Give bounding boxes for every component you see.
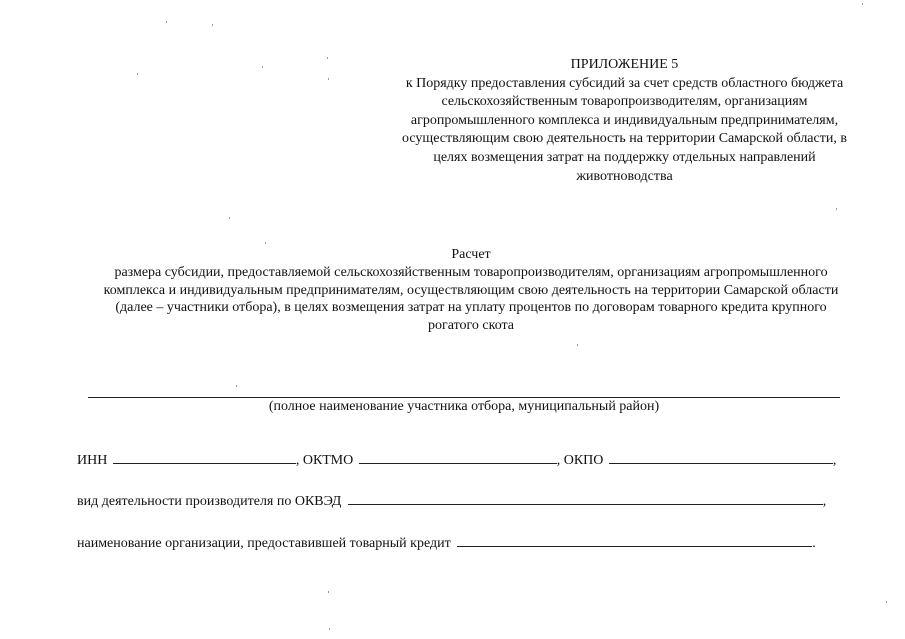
lender-field[interactable]	[457, 533, 812, 547]
okved-field[interactable]	[348, 491, 823, 505]
scan-speck	[862, 3, 863, 5]
scan-speck	[262, 66, 263, 68]
calculation-title: Расчет	[451, 247, 491, 262]
lender-label: наименование организации, предоставившей товарный кредит	[77, 536, 451, 551]
comma-mark: ,	[832, 453, 837, 468]
appendix-title: ПРИЛОЖЕНИЕ 5	[570, 57, 679, 72]
calculation-text: размера субсидии, предоставляемой сельскохозяйственным товаропроизводителям, организациям агропромышленного комплекса и индивидуальным предпринимателям, осуществляющим свою деятельность на территории Самарской области (далее – участники отбора), в целях возмещения затрат на уплату процентов по договорам товарного кредита крупного рогатого скота	[103, 264, 839, 334]
scan-speck	[328, 591, 329, 593]
appendix-text: к Порядку предоставления субсидий за счет средств областного бюджета сельскохозяйственным товаропроизводителям, организациям агропромышленного комплекса и индивидуальным предпринимателям, осуществляющим свою деятельность на территории Самарской области, в целях возмещения затрат на поддержку отдельных направлений животноводства	[402, 75, 847, 184]
scan-speck	[229, 217, 230, 219]
okpo-field[interactable]	[609, 450, 833, 464]
scan-speck	[836, 208, 837, 210]
appendix-header	[402, 56, 847, 186]
period-mark: .	[812, 536, 816, 551]
scan-speck	[137, 73, 138, 75]
scan-speck	[329, 628, 330, 630]
scan-speck	[166, 21, 167, 23]
calculation-heading	[95, 246, 847, 335]
participant-caption: (полное наименование участника отбора, муниципальный район)	[268, 399, 660, 414]
scan-speck	[886, 601, 887, 603]
inn-field[interactable]	[113, 450, 296, 464]
scan-speck	[265, 242, 266, 244]
okpo-label: , ОКПО	[556, 453, 604, 468]
scan-speck	[328, 78, 329, 80]
scan-speck	[236, 385, 237, 387]
okved-row	[77, 491, 826, 510]
scan-speck	[577, 344, 578, 346]
okved-label: вид деятельности производителя по ОКВЭД	[77, 494, 342, 509]
inn-label: ИНН	[77, 453, 108, 468]
scan-speck	[327, 57, 328, 59]
oktmo-field[interactable]	[359, 450, 557, 464]
comma-mark: ,	[822, 494, 827, 509]
oktmo-label: , ОКТМО	[295, 453, 354, 468]
scan-speck	[212, 24, 213, 26]
codes-row	[77, 450, 836, 469]
lender-row	[77, 533, 816, 552]
participant-name-field[interactable]	[88, 397, 840, 398]
